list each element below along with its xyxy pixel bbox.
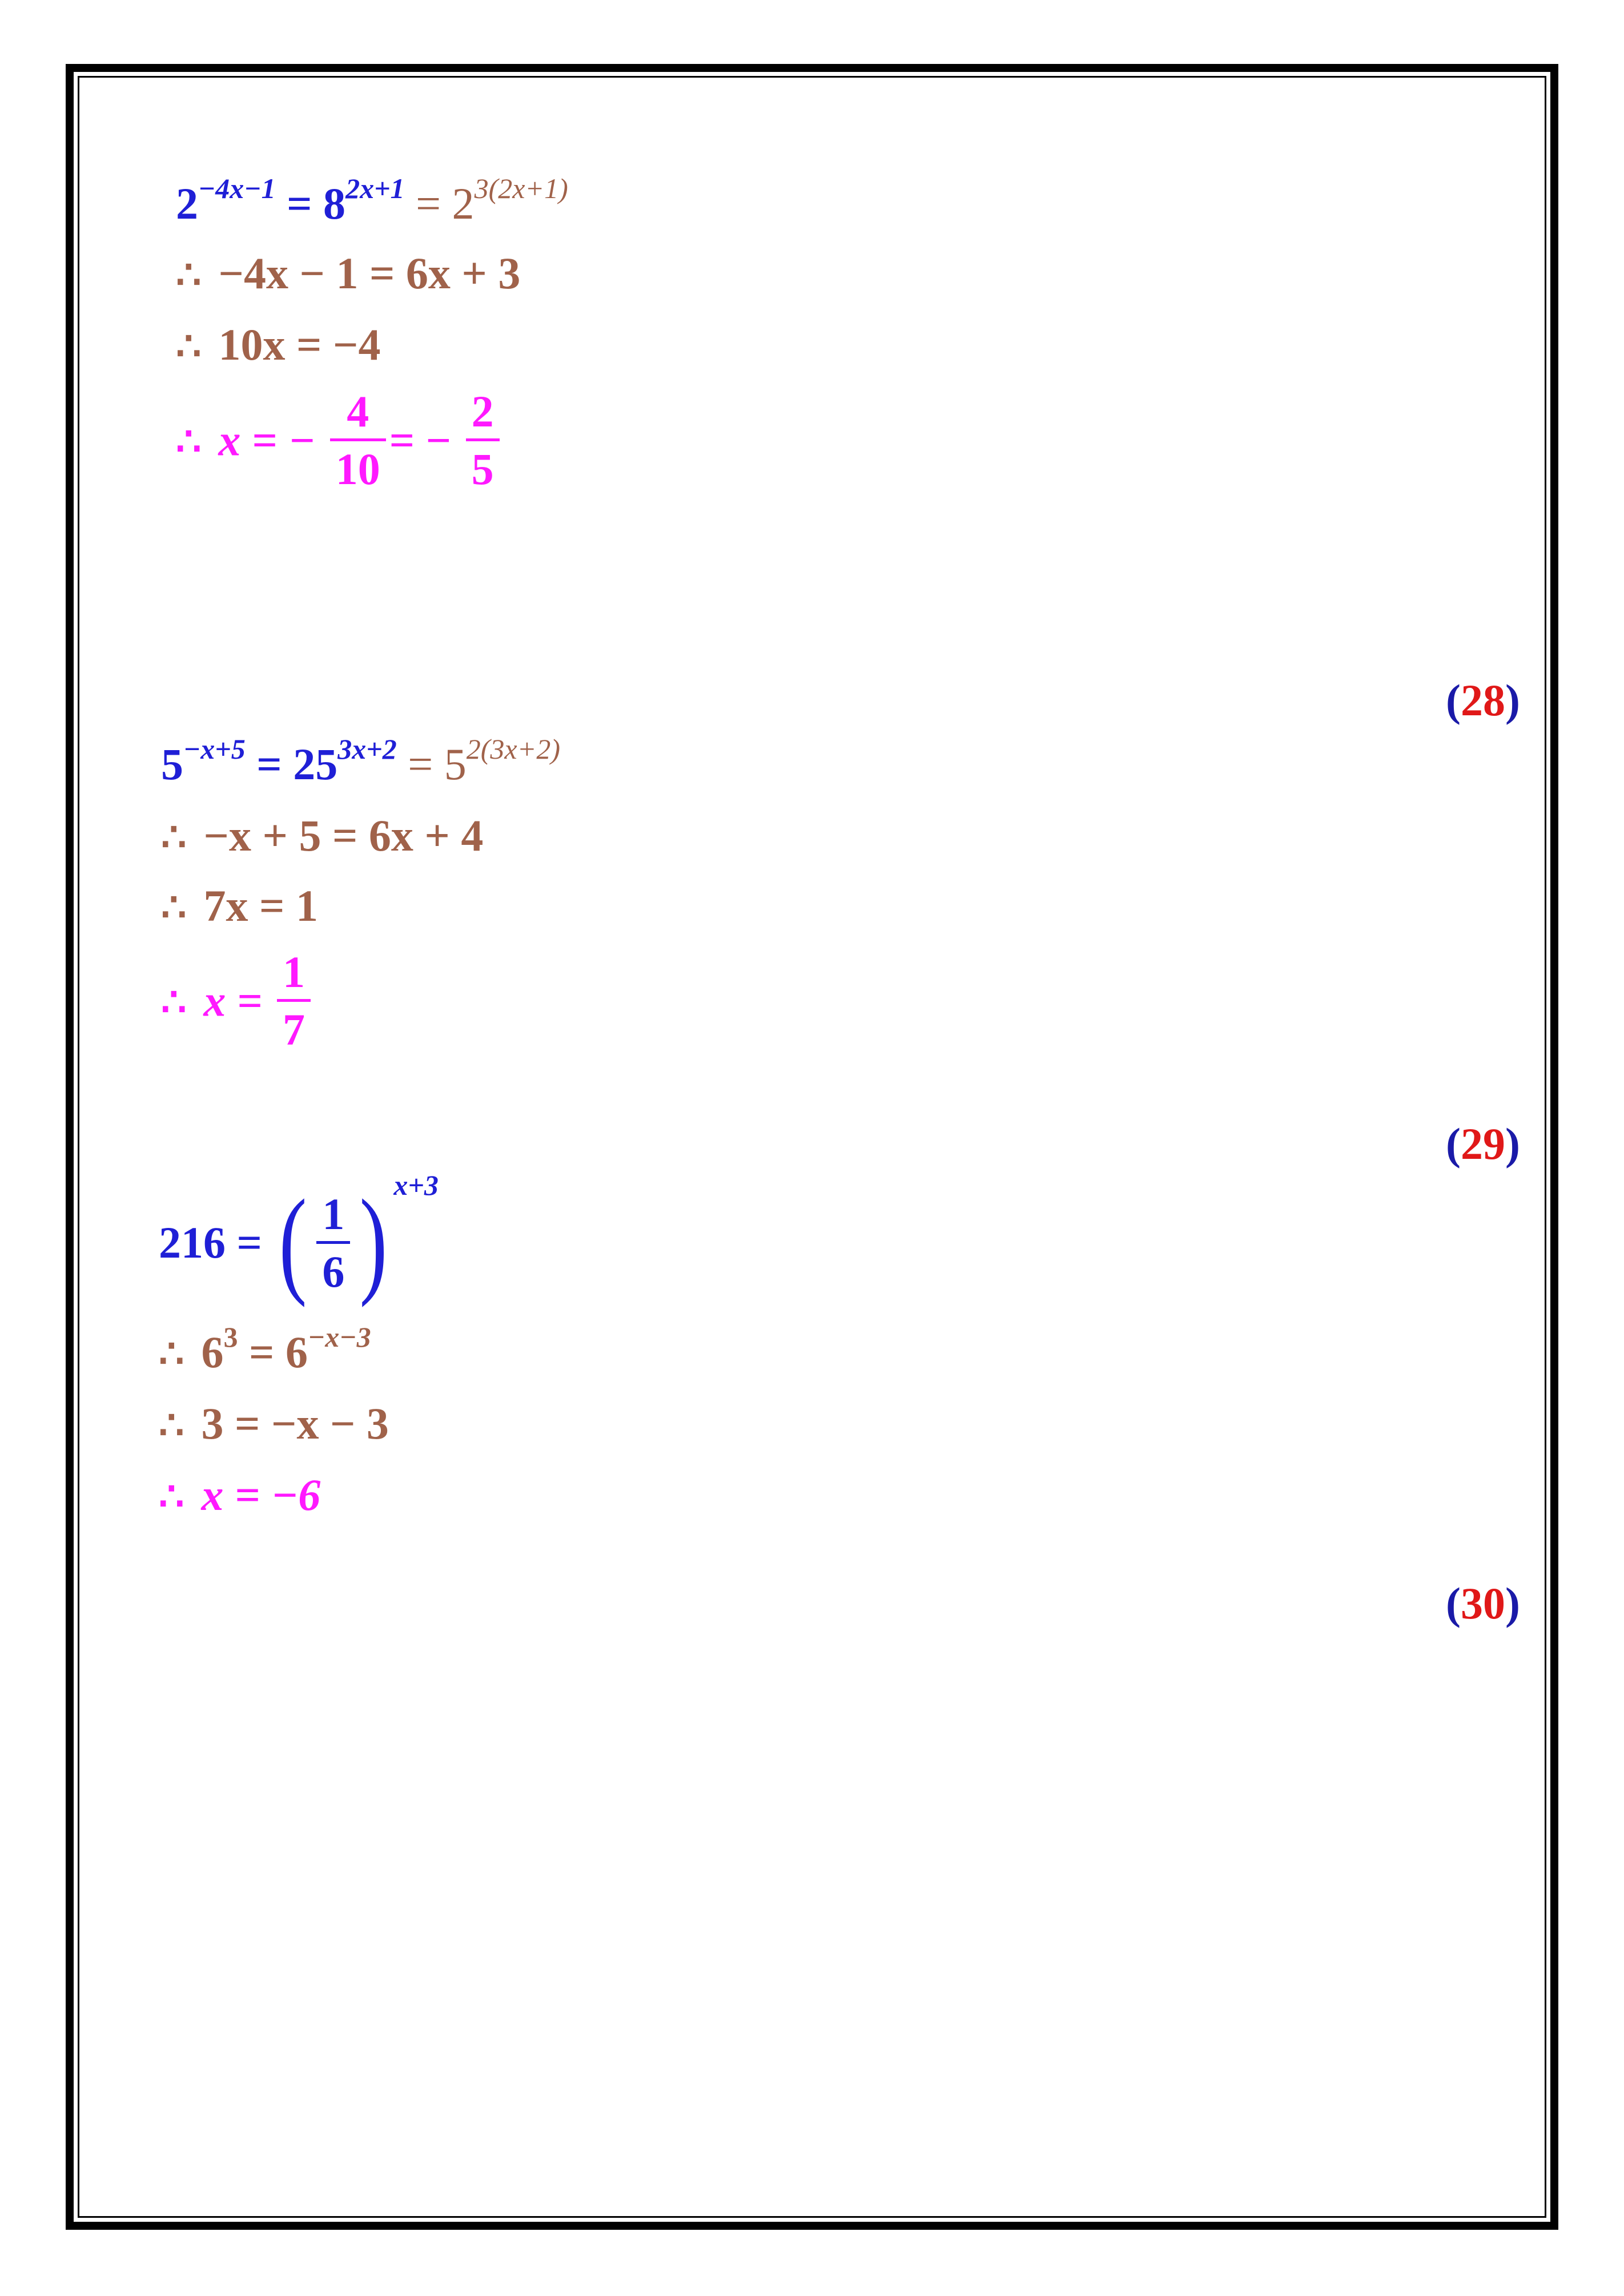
p27-step-2: ∴ 10x = −4 (176, 320, 381, 369)
problem-number-30: (30) (1446, 1578, 1520, 1628)
p27-step-1: ∴ −4x − 1 = 6x + 3 (176, 248, 521, 298)
p27-equation: $2^{-4x-1} = 8^{2x+1} = 2^{3(2x+1)}$ (176, 172, 568, 228)
p28-equation: $5^{-x+5} = 25^{3x+2} = 5^{2(3x+2)}$ (161, 733, 560, 789)
right-paren: ) (359, 1175, 388, 1308)
p27-fraction-2: $\frac{2}{5}$ (466, 389, 500, 492)
p29-step-2: ∴ 3 = −x − 3 (159, 1399, 389, 1448)
p27-fraction-1: $\frac{4}{10}$ (330, 389, 386, 492)
left-paren: ( (279, 1175, 307, 1308)
problem-number-28: (28) (1446, 675, 1520, 725)
p29-equation: 216 = ( $\frac{1}{6}$ ) $^{x+3}$ (159, 1169, 439, 1308)
p28-fraction: $\frac{1}{7}$ (277, 950, 311, 1052)
problem-number-29: (29) (1446, 1119, 1520, 1169)
p29-answer: ∴ x = −6 (159, 1470, 321, 1520)
p29-step-1: ∴ $6^3 = 6^{-x-3}$ (159, 1321, 371, 1377)
p28-answer: ∴ x = $\frac{1}{7}$ (161, 954, 314, 1057)
p28-step-2: ∴ 7x = 1 (161, 881, 318, 931)
p27-answer: ∴ x = − $\frac{4}{10}$ = − $\frac{2}{5}$ (176, 394, 503, 496)
p29-fraction: $\frac{1}{6}$ (316, 1192, 350, 1294)
p28-step-1: ∴ −x + 5 = 6x + 4 (161, 811, 484, 860)
